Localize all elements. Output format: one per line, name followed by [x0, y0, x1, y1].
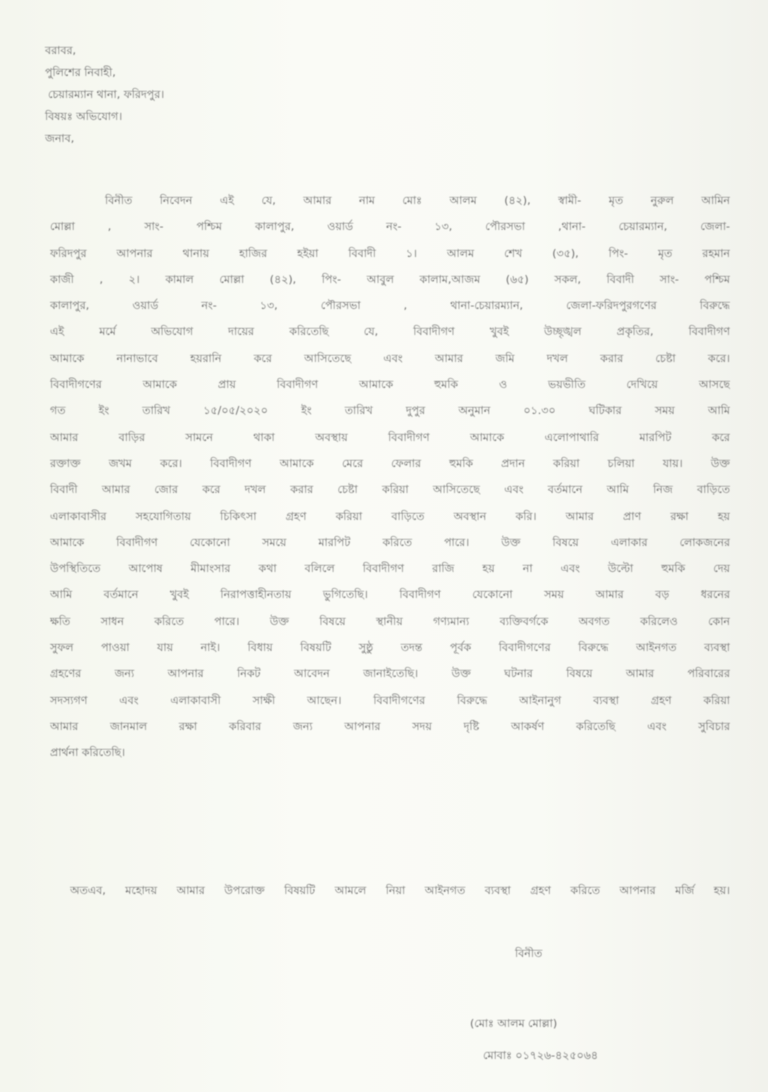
subject-line: বিষয়ঃ অভিযোগ।	[45, 110, 123, 123]
body-line: আমার বাড়ির সামনে থাকা অবস্থায় বিবাদীগণ আমাকে এলোপাথারি মারপিট করে	[50, 430, 730, 444]
body-line: এই মর্মে অভিযোগ দায়ের করিতেছি যে, বিবাদীগণ খুবই উচ্ছৃঙ্খল প্রকৃতির, বিবাদীগণ	[50, 325, 730, 339]
phone-number: মোবাঃ ০১৭২৬-৪২৫০৬৪	[483, 1049, 599, 1062]
body-line: আমি বর্তমানে খুবই নিরাপত্তাহীনতায় ভুগিতেছি। বিবাদীগণ যেকোনো সময় আমার বড় ধরনের	[50, 588, 730, 602]
body-line: রক্তাক্ত জখম করে। বিবাদীগণ আমাকে মেরে ফেলার হুমকি প্রদান করিয়া চলিয়া যায়। উক্ত	[50, 456, 730, 470]
address-line: চেয়ারম্যান থানা, ফরিদপুর।	[48, 88, 165, 101]
body-line: আমাকে বিবাদীগণ যেকোনো সময়ে মারপিট করিতে পারে। উক্ত বিষয়ে এলাকার লোকজনের	[50, 535, 730, 549]
address-line: বরাবর,	[45, 44, 77, 57]
body-line: এলাকাবাসীর সহযোগিতায় চিকিৎসা গ্রহণ করিয়া বাড়িতে অবস্থান করি। আমার প্রাণ রক্ষা হয়	[50, 509, 730, 523]
body-line: প্রার্থনা করিতেছি।	[50, 746, 126, 760]
closing-line: অতএব, মহোদয় আমার উপরোক্ত বিষয়টি আমলে নিয়া আইনগত ব্যবস্থা গ্রহণ করিতে আপনার মর্জি হয়।	[70, 884, 730, 897]
body-line: কালাপুর, ওয়ার্ড নং- ১৩, পৌরসভা , থানা-চেয়ারম্যান, জেলা-ফরিদপুরগণের বিরুদ্ধে	[50, 299, 730, 313]
body-line: গ্রহণের জন্য আপনার নিকট আবেদন জানাইতেছি। উক্ত ঘটনার বিষয়ে আমার পরিবারের	[50, 667, 730, 681]
letter-body	[50, 188, 730, 767]
body-line: ফরিদপুর আপনার থানায় হাজির হইয়া বিবাদী ১। আলম শেখ (৩৫), পিং- মৃত রহমান	[50, 246, 730, 260]
body-line: মোল্লা , সাং- পশ্চিম কালাপুর, ওয়ার্ড নং- ১৩, পৌরসভা ,থানা- চেয়ারম্যান, জেলা-	[50, 220, 730, 234]
signer-name: (মোঃ আলম মোল্লা)	[470, 1017, 558, 1030]
body-line: গত ইং তারিখ ১৫/০৫/২০২০ ইং তারিখ দুপুর অনুমান ০১.৩০ ঘটিকার সময় আমি	[50, 404, 730, 418]
body-line: আমাকে নানাভাবে হয়রানি করে আসিতেছে এবং আমার জমি দখল করার চেষ্টা করে।	[50, 351, 730, 365]
signature-label: বিনীত	[515, 947, 543, 960]
body-line: বিবাদী আমার জোর করে দখল করার চেষ্টা করিয়া আসিতেছে এবং বর্তমানে আমি নিজ বাড়িতে	[50, 483, 730, 497]
body-line: বিবাদীগণের আমাকে প্রায় বিবাদীগণ আমাকে হুমকি ও ভয়ভীতি দেখিয়ে আসছে	[50, 378, 730, 392]
body-line: আমার জানমাল রক্ষা করিবার জন্য আপনার সদয় দৃষ্টি আকর্ষণ করিতেছি এবং সুবিচার	[50, 719, 730, 733]
salutation: জনাব,	[45, 132, 75, 145]
body-line: সুফল পাওয়া যায় নাই। বিধায় বিষয়টি সুষ্ঠু তদন্ত পূর্বক বিবাদীগণের বিরুদ্ধে আইনগত ব্যবস্থা	[50, 641, 730, 655]
body-line: সদস্যগণ এবং এলাকাবাসী সাক্ষী আছেন। বিবাদীগণের বিরুদ্ধে আইনানুগ ব্যবস্থা গ্রহণ করিয়া	[50, 693, 730, 707]
body-line: উপস্থিতিতে আপোষ মীমাংসার কথা বলিলে বিবাদীগণ রাজি হয় না এবং উল্টো হুমকি দেয়	[50, 562, 730, 576]
address-line: পুলিশের নিবাহী,	[45, 66, 116, 79]
body-line: কাজী , ২। কামাল মোল্লা (৪২), পিং- আবুল কালাম,আজম (৬৫) সকল, বিবাদী সাং- পশ্চিম	[50, 272, 730, 286]
body-line: বিনীত নিবেদন এই যে, আমার নাম মোঃ আলম (৪২), স্বামী- মৃত নুরুল আমিন	[105, 194, 730, 207]
address-block	[45, 40, 164, 150]
body-line: ক্ষতি সাধন করিতে পারে। উক্ত বিষয়ে স্থানীয় গণ্যমান্য ব্যক্তিবর্গকে অবগত করিলেও কোন	[50, 614, 730, 628]
